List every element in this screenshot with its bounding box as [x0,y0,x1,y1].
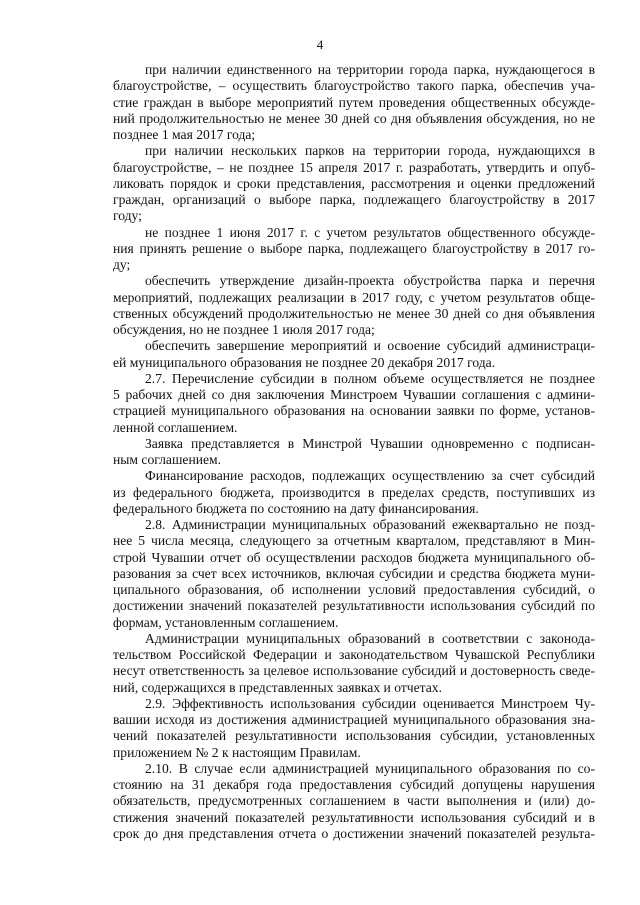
text-line: благоустройстве, – не позднее 15 апреля 2017 г. разработать, утвердить и опуб- [113,159,595,175]
text-line: стижения значений показателей результативности использования субсидий и в [113,809,595,825]
text-line: году; [113,208,142,224]
text-line: 2.10. В случае если администрацией муниципального образования по со- [145,760,595,776]
text-line: чений показателей результативности использования субсидии, установленных [113,728,595,744]
text-line: обеспечить утверждение дизайн-проекта обустройства парка и перечня [145,273,595,289]
text-line: обеспечить завершение мероприятий и освоение субсидий администраци- [145,338,595,354]
text-line: ей муниципального образования не позднее 20 декабря 2017 года. [113,354,496,370]
text-line: 2.9. Эффективность использования субсидии оценивается Минстроем Чу- [145,695,595,711]
text-line: ликовать порядок и сроки представления, рассмотрения и оценки предложений [113,175,595,191]
text-line: Финансирование расходов, подлежащих осуществлению за счет субсидий [145,468,595,484]
text-line: Администрации муниципальных образований в соответствии с законода- [145,630,595,646]
text-line: граждан, организаций о выборе парка, подлежащего благоустройству в 2017 [113,192,595,207]
text-line: 5 рабочих дней со дня заключения Минстроем Чувашии соглашения с админи- [113,387,595,402]
text-line: мероприятий, подлежащих реализации в 2017 году, с учетом результатов обще- [113,289,595,305]
text-line: 2.7. Перечисление субсидии в полном объеме осуществляется не позднее [145,370,595,386]
text-line: федерального бюджета по состоянию на дату финансирования. [113,500,479,516]
text-line: при наличии нескольких парков на территории города, нуждающихся в [145,143,595,159]
text-line: ным соглашением. [113,452,222,467]
text-line: стие граждан в выборе мероприятий путем проведения общественных обсужде- [113,94,595,110]
text-line: вашии исходя из достижения администрацией муниципального образования зна- [113,712,595,727]
text-line: благоустройстве, – осуществить благоустройство такого парка, обеспечив уча- [113,78,595,94]
text-line: 2.8. Администрации муниципальных образований ежеквартально не позд- [145,517,595,532]
text-line: страцией муниципального образования на основании заявки по форме, установ- [113,403,595,419]
text-line: приложением № 2 к настоящим Правилам. [113,744,361,760]
text-line: не позднее 1 июня 2017 г. с учетом результатов общественного обсужде- [145,224,595,240]
text-line: формам, установленным соглашением. [113,614,339,630]
text-line: обсуждения, но не позднее 1 июля 2017 года; [113,322,375,337]
text-line: ципального образования, об исполнении условий предоставления субсидий, о [113,582,595,597]
text-line: тельством Российской Федерации и законодательством Чувашской Республики [113,647,595,662]
text-line: строй Чувашии отчет об осуществлении расходов бюджета муниципального об- [113,549,595,565]
text-line: стоянию на 31 декабря года предоставления субсидий допущены нарушения [113,777,595,792]
text-line: ленной соглашением. [113,419,238,435]
text-line: позднее 1 мая 2017 года; [113,127,256,142]
text-line: ния принять решение о выборе парка, подлежащего благоустройству в 2017 го- [113,240,595,256]
text-line: срок до дня представления отчета о достижении значений показателей результа- [113,825,595,841]
text-line: несут ответственность за целевое использование субсидий и достоверность сведе- [113,663,595,679]
text-line: достижении значений показателей результативности использования субсидий по [113,598,595,614]
text-line: ний, содержащихся в представленных заявках и отчетах. [113,679,442,695]
text-line: нее 5 числа месяца, следующего за отчетным кварталом, представляют в Мин- [113,533,595,549]
text-line: при наличии единственного на территории города парка, нуждающегося в [145,62,595,77]
page-number: 4 [316,37,324,52]
text-line: обязательств, предусмотренных соглашением в части выполнения и (или) до- [113,793,595,809]
text-line: разования за счет всех источников, включая субсидии и средства бюджета муни- [113,565,595,581]
text-line: из федерального бюджета, производится в пределах средств, поступивших из [113,484,595,500]
text-line: Заявка представляется в Минстрой Чувашии одновременно с подписан- [145,435,595,451]
text-line: ду; [113,257,131,272]
text-line: ственных обсуждений продолжительностью не менее 30 дней со дня объявления [113,305,595,321]
text-line: ний продолжительностью не менее 30 дней со дня объявления обсуждения, но не [113,110,595,126]
